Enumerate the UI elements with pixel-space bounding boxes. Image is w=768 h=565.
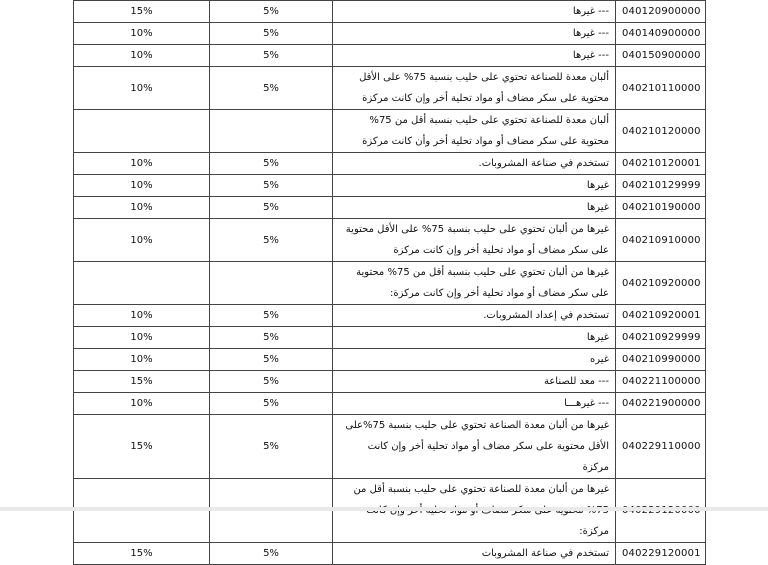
vat-cell: 5%: [210, 371, 333, 393]
duty-cell: 10%: [74, 23, 210, 45]
code-cell: 040210120001: [616, 153, 706, 175]
vat-cell: 5%: [210, 543, 333, 565]
page-bottom-band: [0, 507, 768, 511]
code-cell: 040120900000: [616, 1, 706, 23]
vat-cell: 5%: [210, 415, 333, 479]
description-cell: ألبان معدة للصناعة تحتوي على حليب بنسبة أقل من 75% محتوية على سكر مضاف أو مواد تحلية أخر وأن كانت مركزة: [333, 110, 616, 153]
description-cell: تستخدم في إعداد المشروبات.: [333, 305, 616, 327]
vat-cell: [210, 110, 333, 153]
description-cell: غيرها: [333, 327, 616, 349]
code-cell: 040221900000: [616, 393, 706, 415]
table-row: [74, 23, 706, 45]
description-cell: غيرها: [333, 197, 616, 219]
table-row: [74, 219, 706, 262]
description-cell: --- معد للصناعة: [333, 371, 616, 393]
duty-cell: 10%: [74, 197, 210, 219]
code-cell: 040210120000: [616, 110, 706, 153]
code-cell: 040210990000: [616, 349, 706, 371]
description-cell: --- غيرها: [333, 45, 616, 67]
duty-cell: [74, 262, 210, 305]
code-cell: 040221100000: [616, 371, 706, 393]
code-cell: 040210920000: [616, 262, 706, 305]
code-cell: 040229120001: [616, 543, 706, 565]
description-cell: غيرها: [333, 175, 616, 197]
vat-cell: 5%: [210, 67, 333, 110]
code-cell: 040210910000: [616, 219, 706, 262]
vat-cell: 5%: [210, 197, 333, 219]
description-cell: غيره: [333, 349, 616, 371]
description-cell: تستخدم في صناعة المشروبات: [333, 543, 616, 565]
code-cell: 040210129999: [616, 175, 706, 197]
duty-cell: 10%: [74, 153, 210, 175]
table-row: [74, 197, 706, 219]
vat-cell: 5%: [210, 219, 333, 262]
vat-cell: 5%: [210, 305, 333, 327]
duty-cell: 10%: [74, 327, 210, 349]
duty-cell: 10%: [74, 45, 210, 67]
table-row: [74, 327, 706, 349]
vat-cell: 5%: [210, 175, 333, 197]
table-row: [74, 175, 706, 197]
vat-cell: 5%: [210, 1, 333, 23]
table-row: [74, 110, 706, 153]
description-cell: غيرها من ألبان معدة للصناعة تحتوي على حليب بنسبة أقل من مركزة:: [333, 479, 616, 543]
table-row: [74, 262, 706, 305]
table-row: [74, 305, 706, 327]
code-cell: 040140900000: [616, 23, 706, 45]
description-cell: --- غيرها: [333, 1, 616, 23]
table-row: [74, 1, 706, 23]
code-cell: 040150900000: [616, 45, 706, 67]
vat-cell: 5%: [210, 327, 333, 349]
description-cell: غيرها من ألبان معدة الصناعة تحتوي على حليب بنسبة 75%على الأقل محتوية على سكر مضاف أو مواد تحلية أخر وإن كانت مركزة: [333, 415, 616, 479]
code-cell: 040229110000: [616, 415, 706, 479]
table-row: [74, 349, 706, 371]
duty-cell: 10%: [74, 175, 210, 197]
table-row: [74, 543, 706, 565]
code-cell: 040210920001: [616, 305, 706, 327]
duty-cell: 10%: [74, 219, 210, 262]
duty-cell: 10%: [74, 349, 210, 371]
table-row: [74, 45, 706, 67]
duty-cell: 10%: [74, 305, 210, 327]
table-row: [74, 67, 706, 110]
tariff-table: [73, 0, 705, 565]
code-cell: 040210929999: [616, 327, 706, 349]
description-cell: غيرها من ألبان تحتوي على حليب بنسبة أقل من 75% محتوية على سكر مضاف أو مواد تحلية أخر وإن كانت مركزة:: [333, 262, 616, 305]
table-row: [74, 393, 706, 415]
table-row: [74, 371, 706, 393]
vat-cell: 5%: [210, 393, 333, 415]
table-row: [74, 415, 706, 479]
vat-cell: 5%: [210, 45, 333, 67]
code-cell: 040210110000: [616, 67, 706, 110]
description-cell: --- غيرهـــا: [333, 393, 616, 415]
description-cell: --- غيرها: [333, 23, 616, 45]
duty-cell: 10%: [74, 67, 210, 110]
vat-cell: 5%: [210, 23, 333, 45]
vat-cell: 5%: [210, 349, 333, 371]
description-cell: ألبان معدة للصناعة تحتوي على حليب بنسبة 75% على الأقل محتوية على سكر مضاف أو مواد تحلية أخر وإن كانت مركزة: [333, 67, 616, 110]
table-row: [74, 153, 706, 175]
duty-cell: 15%: [74, 371, 210, 393]
duty-cell: 15%: [74, 415, 210, 479]
duty-cell: 15%: [74, 543, 210, 565]
code-cell: 040210190000: [616, 197, 706, 219]
vat-cell: [210, 262, 333, 305]
description-cell: غيرها من ألبان تحتوي على حليب بنسبة 75% على الأقل محتوية على سكر مضاف أو مواد تحلية أخر وإن كانت مركزة: [333, 219, 616, 262]
vat-cell: 5%: [210, 153, 333, 175]
duty-cell: 15%: [74, 1, 210, 23]
duty-cell: [74, 110, 210, 153]
description-cell: تستخدم في صناعة المشروبات.: [333, 153, 616, 175]
duty-cell: 10%: [74, 393, 210, 415]
